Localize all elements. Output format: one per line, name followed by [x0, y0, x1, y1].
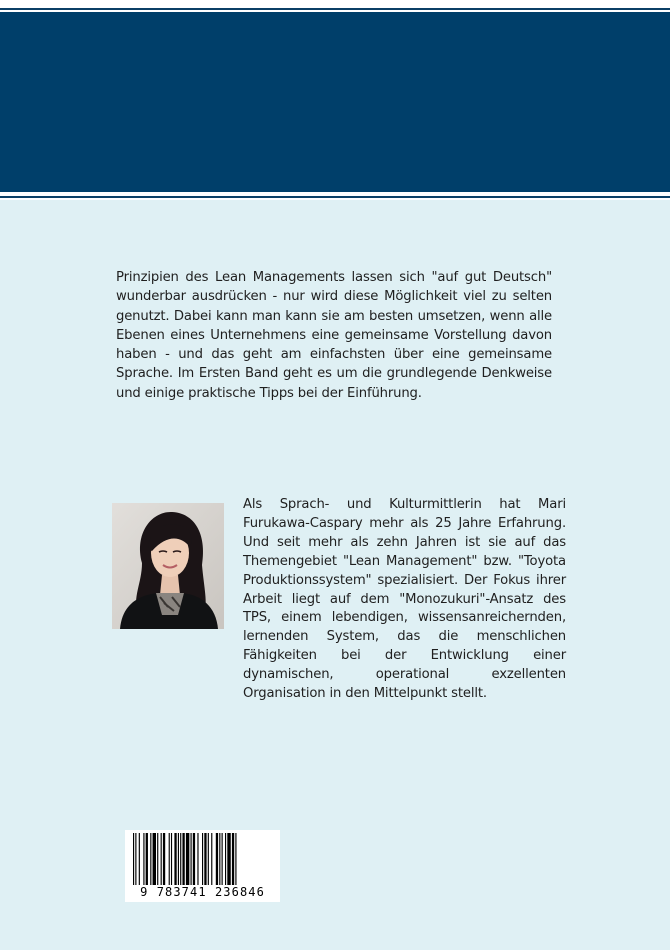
- barcode-bar: [150, 833, 151, 885]
- barcode-bar: [163, 833, 165, 885]
- barcode-bar: [143, 833, 144, 885]
- barcode-bar: [204, 833, 206, 885]
- barcode-bar: [235, 833, 236, 885]
- barcode-bar: [208, 833, 209, 885]
- barcode-bar: [227, 833, 230, 885]
- header-bottom-rule: [0, 196, 670, 198]
- barcode-bar: [153, 833, 156, 885]
- header-panel: [0, 12, 670, 192]
- isbn-digits: 9 783741 236846: [140, 885, 265, 899]
- author-portrait-image: [112, 503, 224, 629]
- barcode-bars: [133, 833, 272, 885]
- barcode-bar: [202, 833, 203, 885]
- barcode-bar: [180, 833, 181, 885]
- barcode-bar: [193, 833, 195, 885]
- barcode-bar: [146, 833, 148, 885]
- author-photo: [112, 503, 224, 629]
- barcode-bar: [135, 833, 136, 885]
- isbn-barcode: [125, 830, 280, 902]
- barcode-bar: [178, 833, 179, 885]
- barcode-bar: [191, 833, 192, 885]
- barcode-bar: [139, 833, 140, 885]
- author-bio: Als Sprach- und Kulturmittlerin hat Mari Furukawa-Caspary mehr als 25 Jahre Erfahrung. Und seit mehr als zehn Jahren ist sie auf das Themengebiet "Lean Management" bzw. "Toyota Produktionssystem" spezialisiert. Der Fokus ihrer Arbeit liegt auf dem "Monozukuri"-Ansatz des TPS, einem lebendigen, wissensanreichernden, lernenden System, das die menschlichen Fähigkeiten bei der Entwicklung einer dynamischen, operational exzellenten Organisation in den Mittelpunkt stellt.: [243, 497, 566, 702]
- barcode-bar: [211, 833, 212, 885]
- barcode-bar: [161, 833, 162, 885]
- barcode-bar: [216, 833, 218, 885]
- barcode-bar: [197, 833, 198, 885]
- barcode-bar: [186, 833, 189, 885]
- barcode-bar: [222, 833, 223, 885]
- barcode-bar: [232, 833, 234, 885]
- book-blurb: Prinzipien des Lean Managements lassen sich "auf gut Deutsch" wunderbar ausdrücken - nur wird diese Möglichkeit viel zu selten genutzt. Dabei kann man kann sie am besten umsetzen, wenn alle Ebenen eines Unternehmens eine gemeinsame Vorstellung davon haben - und das geht am einfachsten über eine gemeinsame Sprache. Im Ersten Band geht es um die grundlegende Denkweise und einige praktische Tipps bei der Einführung.: [116, 270, 552, 401]
- barcode-bar: [169, 833, 170, 885]
- barcode-bar: [225, 833, 226, 885]
- barcode-bar: [182, 833, 184, 885]
- barcode-bar: [171, 833, 172, 885]
- top-rule: [0, 8, 670, 10]
- barcode-bar: [174, 833, 176, 885]
- barcode-bar: [157, 833, 158, 885]
- barcode-bar: [133, 833, 134, 885]
- barcode-bar: [219, 833, 220, 885]
